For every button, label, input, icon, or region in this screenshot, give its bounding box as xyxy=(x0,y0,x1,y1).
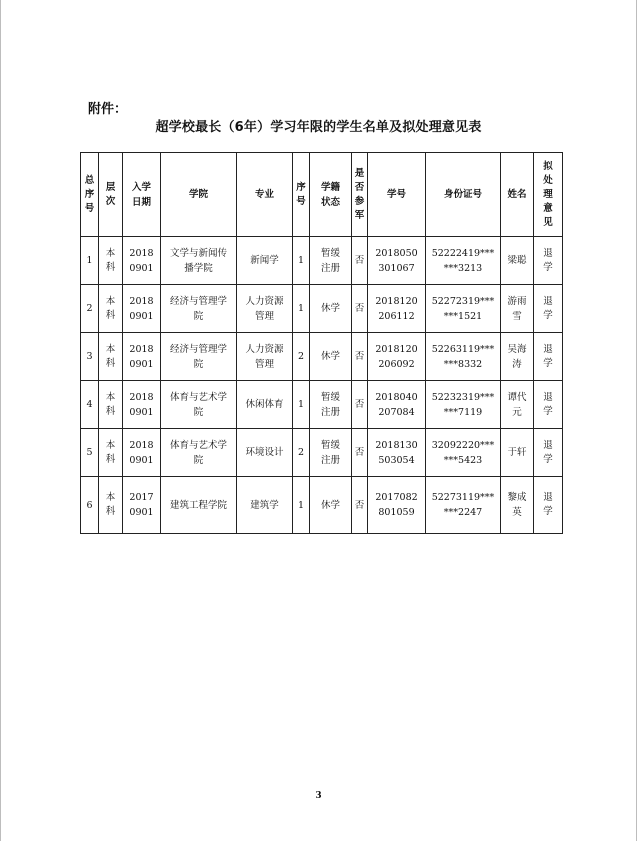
cell-name: 黎成英 xyxy=(501,477,534,534)
cell-id-number: 52273119******2247 xyxy=(426,477,501,534)
cell-enroll-date: 20180901 xyxy=(123,333,161,381)
cell-total-no: 1 xyxy=(81,237,99,285)
cell-level: 本科 xyxy=(99,477,123,534)
cell-opinion: 退学 xyxy=(534,381,563,429)
cell-opinion: 退学 xyxy=(534,429,563,477)
header-major: 专业 xyxy=(237,153,293,237)
cell-status: 休学 xyxy=(310,477,352,534)
cell-college: 建筑工程学院 xyxy=(161,477,237,534)
cell-name: 吴海涛 xyxy=(501,333,534,381)
cell-status: 休学 xyxy=(310,285,352,333)
header-college: 学院 xyxy=(161,153,237,237)
cell-major: 人力资源管理 xyxy=(237,333,293,381)
cell-student-id: 2017082801059 xyxy=(368,477,426,534)
cell-student-id: 2018040207084 xyxy=(368,381,426,429)
header-status: 学籍状态 xyxy=(310,153,352,237)
table-row xyxy=(81,429,563,477)
cell-major: 新闻学 xyxy=(237,237,293,285)
cell-status: 暂缓注册 xyxy=(310,381,352,429)
page-number: 3 xyxy=(315,791,322,801)
header-total-no: 总序号 xyxy=(81,153,99,237)
cell-seq: 1 xyxy=(293,285,310,333)
cell-student-id: 2018120206092 xyxy=(368,333,426,381)
cell-military: 否 xyxy=(352,333,368,381)
cell-opinion: 退学 xyxy=(534,333,563,381)
cell-military: 否 xyxy=(352,477,368,534)
header-name: 姓名 xyxy=(501,153,534,237)
header-military: 是否参军 xyxy=(352,153,368,237)
cell-major: 休闲体育 xyxy=(237,381,293,429)
cell-level: 本科 xyxy=(99,237,123,285)
cell-opinion: 退学 xyxy=(534,285,563,333)
cell-enroll-date: 20180901 xyxy=(123,381,161,429)
cell-student-id: 2018050301067 xyxy=(368,237,426,285)
cell-seq: 1 xyxy=(293,237,310,285)
cell-college: 体育与艺术学院 xyxy=(161,429,237,477)
student-roster-table xyxy=(80,152,563,534)
cell-student-id: 2018130503054 xyxy=(368,429,426,477)
cell-id-number: 32092220******5423 xyxy=(426,429,501,477)
table-row xyxy=(81,285,563,333)
cell-major: 环境设计 xyxy=(237,429,293,477)
cell-id-number: 52222419******3213 xyxy=(426,237,501,285)
cell-seq: 1 xyxy=(293,477,310,534)
header-seq: 序号 xyxy=(293,153,310,237)
cell-military: 否 xyxy=(352,429,368,477)
cell-student-id: 2018120206112 xyxy=(368,285,426,333)
cell-status: 休学 xyxy=(310,333,352,381)
header-level: 层次 xyxy=(99,153,123,237)
cell-level: 本科 xyxy=(99,333,123,381)
table-row xyxy=(81,333,563,381)
table-row xyxy=(81,477,563,534)
cell-military: 否 xyxy=(352,381,368,429)
cell-enroll-date: 20180901 xyxy=(123,237,161,285)
cell-college: 文学与新闻传播学院 xyxy=(161,237,237,285)
cell-major: 建筑学 xyxy=(237,477,293,534)
cell-id-number: 52272319******1521 xyxy=(426,285,501,333)
cell-seq: 2 xyxy=(293,333,310,381)
cell-id-number: 52232319******7119 xyxy=(426,381,501,429)
header-enroll-date: 入学日期 xyxy=(123,153,161,237)
cell-total-no: 6 xyxy=(81,477,99,534)
cell-enroll-date: 20180901 xyxy=(123,429,161,477)
cell-opinion: 退学 xyxy=(534,237,563,285)
cell-enroll-date: 20180901 xyxy=(123,285,161,333)
cell-total-no: 2 xyxy=(81,285,99,333)
header-opinion: 拟处理意见 xyxy=(534,153,563,237)
cell-level: 本科 xyxy=(99,285,123,333)
table-row xyxy=(81,237,563,285)
cell-seq: 2 xyxy=(293,429,310,477)
cell-level: 本科 xyxy=(99,429,123,477)
cell-college: 经济与管理学院 xyxy=(161,285,237,333)
cell-military: 否 xyxy=(352,237,368,285)
header-id-number: 身份证号 xyxy=(426,153,501,237)
header-student-id: 学号 xyxy=(368,153,426,237)
cell-name: 于轩 xyxy=(501,429,534,477)
cell-total-no: 5 xyxy=(81,429,99,477)
table-header-row xyxy=(81,153,563,237)
cell-enroll-date: 20170901 xyxy=(123,477,161,534)
cell-id-number: 52263119******8332 xyxy=(426,333,501,381)
cell-status: 暂缓注册 xyxy=(310,429,352,477)
cell-opinion: 退学 xyxy=(534,477,563,534)
cell-college: 体育与艺术学院 xyxy=(161,381,237,429)
cell-name: 游雨雪 xyxy=(501,285,534,333)
cell-name: 谭代元 xyxy=(501,381,534,429)
cell-major: 人力资源管理 xyxy=(237,285,293,333)
cell-name: 梁聪 xyxy=(501,237,534,285)
cell-seq: 1 xyxy=(293,381,310,429)
cell-total-no: 4 xyxy=(81,381,99,429)
attachment-label: 附件： xyxy=(88,102,128,117)
cell-military: 否 xyxy=(352,285,368,333)
cell-status: 暂缓注册 xyxy=(310,237,352,285)
cell-total-no: 3 xyxy=(81,333,99,381)
document-title: 超学校最长（6年）学习年限的学生名单及拟处理意见表 xyxy=(155,120,482,135)
cell-college: 经济与管理学院 xyxy=(161,333,237,381)
cell-level: 本科 xyxy=(99,381,123,429)
table-row xyxy=(81,381,563,429)
